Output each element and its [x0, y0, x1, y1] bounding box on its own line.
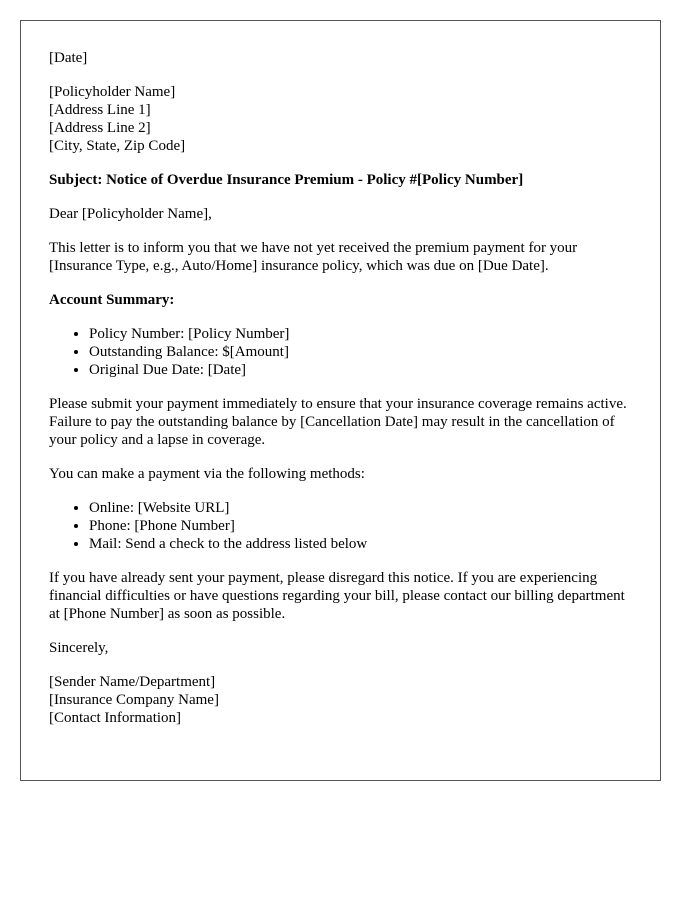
contact-information: [Contact Information] — [49, 710, 182, 726]
disregard-paragraph: If you have already sent your payment, please disregard this notice. If you are experiencing financial difficulties or have questions regarding your bill, please contact our billing department at [Phone Number] as soon as possible. — [49, 570, 625, 622]
payment-methods-list — [49, 499, 632, 553]
list-item: • Mail: Send a check to the address listed below — [89, 535, 632, 553]
date: [Date] — [49, 50, 88, 66]
sender-block — [49, 673, 632, 727]
list-item: • Online: [Website URL] — [89, 499, 632, 517]
urge-paragraph: Please submit your payment immediately to ensure that your insurance coverage remains active. Failure to pay the outstanding balance by [Cancellation Date] may result in the cancellation of your policy and a lapse in coverage. — [49, 396, 627, 448]
address-line-1: [Address Line 1] — [49, 102, 151, 118]
closing: Sincerely, — [49, 640, 109, 656]
recipient-address — [49, 83, 632, 155]
recipient-name: [Policyholder Name] — [49, 84, 176, 100]
intro-paragraph: This letter is to inform you that we have not yet received the premium payment for your [Insurance Type, e.g., Auto/Home] insurance policy, which was due on [Due Date]. — [49, 240, 578, 274]
city-state-zip: [City, State, Zip Code] — [49, 138, 186, 154]
list-item: • Phone: [Phone Number] — [89, 517, 632, 535]
account-summary-heading: Account Summary: — [49, 292, 175, 308]
list-item: • Original Due Date: [Date] — [89, 361, 632, 379]
account-summary-list — [49, 325, 632, 379]
greeting: Dear [Policyholder Name], — [49, 206, 212, 222]
methods-intro: You can make a payment via the following methods: — [49, 466, 365, 482]
company-name: [Insurance Company Name] — [49, 692, 219, 708]
list-item: • Outstanding Balance: $[Amount] — [89, 343, 632, 361]
address-line-2: [Address Line 2] — [49, 120, 151, 136]
subject-line: Subject: Notice of Overdue Insurance Premium - Policy #[Policy Number] — [49, 172, 524, 188]
list-item: • Policy Number: [Policy Number] — [89, 325, 632, 343]
sender-name: [Sender Name/Department] — [49, 674, 216, 690]
letter — [20, 20, 661, 781]
